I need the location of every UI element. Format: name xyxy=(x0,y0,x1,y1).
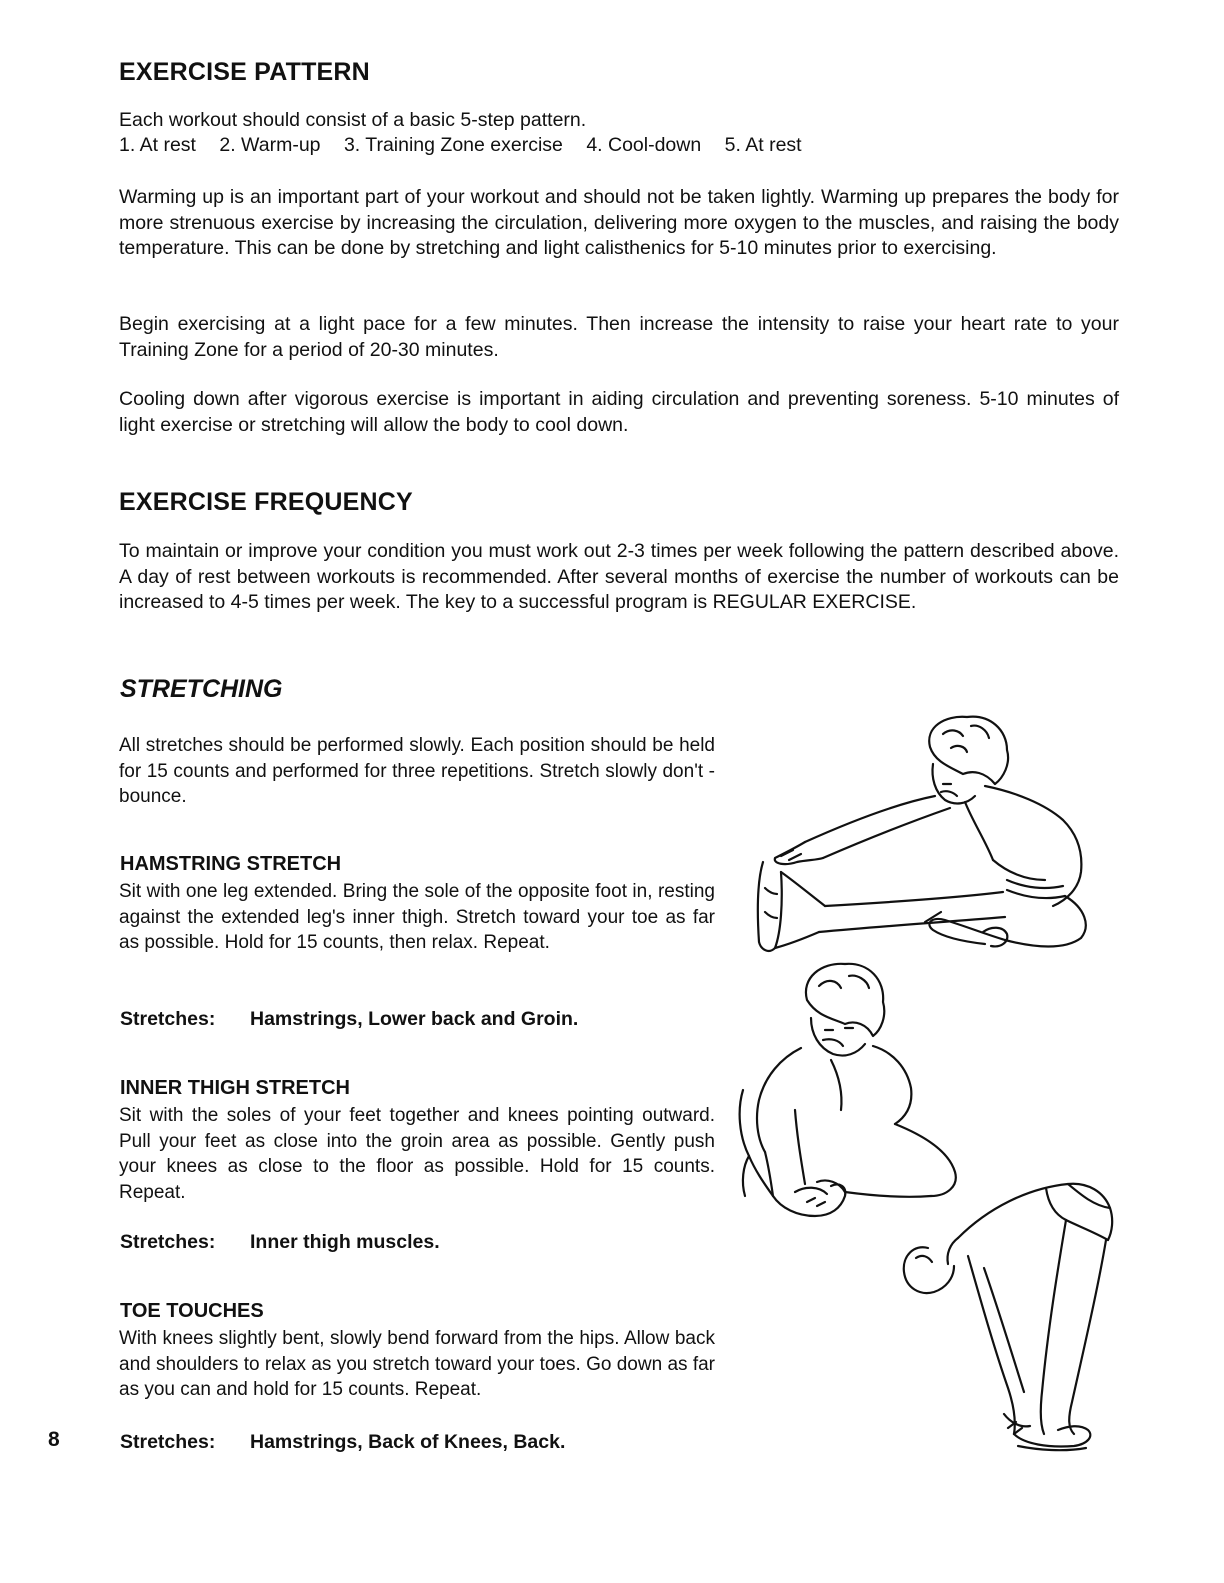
inner-thigh-stretches xyxy=(120,1231,440,1254)
hamstring-targets: Hamstrings, Lower back and Groin. xyxy=(250,1008,579,1030)
exercise-frequency-heading: EXERCISE FREQUENCY xyxy=(119,488,413,516)
inner-thigh-text: Sit with the soles of your feet together and knees pointing outward. Pull your feet as close into the groin area as possible. Gently push your knees as close to the floor as possible. Hold for 15 counts. Repeat. xyxy=(119,1105,715,1203)
hamstring-stretches xyxy=(120,1008,578,1031)
hamstring-text: Sit with one leg extended. Bring the sole of the opposite foot in, resting against the extended leg's inner thigh. Stretch toward your toe as far as possible. Hold for 15 counts, then relax. Repeat. xyxy=(119,881,715,953)
hamstring-title: HAMSTRING STRETCH xyxy=(120,853,342,875)
step-4: 4. Cool-down xyxy=(586,134,702,156)
step-2: 2. Warm-up xyxy=(219,134,321,156)
toe-touches-illustration xyxy=(898,1178,1120,1458)
pattern-intro: Each workout should consist of a basic 5-step pattern. xyxy=(119,109,587,131)
warmup-paragraph: Warming up is an important part of your workout and should not be taken lightly. Warming up prepares the body for more strenuous exercise by increasing the circulation, delivering more oxygen to the muscles, and raising the body temperature. This can be done by stretching and light calisthenics for 5-10 minutes prior to exercising. xyxy=(119,186,1119,259)
exercise-pattern-heading: EXERCISE PATTERN xyxy=(119,58,370,86)
stretches-label: Stretches: xyxy=(120,1231,216,1253)
cooldown-paragraph: Cooling down after vigorous exercise is important in aiding circulation and preventing soreness. 5-10 minutes of light exercise or stretching will allow the body to cool down. xyxy=(119,388,1119,436)
toe-touches-stretches xyxy=(120,1431,565,1454)
frequency-paragraph: To maintain or improve your condition you must work out 2-3 times per week following the pattern described above. A day of rest between workouts is recommended. After several months of exercise the number of workouts can be increased to 4-5 times per week. The key to a successful program is REGULAR EXERCISE. xyxy=(119,540,1119,613)
step-5: 5. At rest xyxy=(724,134,802,156)
stretches-label: Stretches: xyxy=(120,1008,216,1030)
stretching-heading: STRETCHING xyxy=(120,675,283,703)
inner-thigh-title: INNER THIGH STRETCH xyxy=(120,1077,350,1099)
toe-touches-title: TOE TOUCHES xyxy=(120,1300,264,1322)
step-3: 3. Training Zone exercise xyxy=(343,134,563,156)
page-number: 8 xyxy=(48,1428,60,1451)
begin-paragraph: Begin exercising at a light pace for a few minutes. Then increase the intensity to raise your heart rate to your Training Zone for a period of 20-30 minutes. xyxy=(119,313,1119,361)
step-1: 1. At rest xyxy=(119,134,196,156)
inner-thigh-targets: Inner thigh muscles. xyxy=(250,1231,440,1253)
toe-touches-text: With knees slightly bent, slowly bend forward from the hips. Allow back and shoulders to relax as you stretch toward your toes. Go down as far as you can and hold for 15 counts. Repeat. xyxy=(119,1328,715,1400)
toe-touches-targets: Hamstrings, Back of Knees, Back. xyxy=(250,1431,566,1453)
stretches-label: Stretches: xyxy=(120,1431,216,1453)
pattern-steps xyxy=(119,133,820,159)
stretching-intro: All stretches should be performed slowly. Each position should be held for 15 counts and performed for three repetitions. Stretch slowly don't - bounce. xyxy=(119,735,715,807)
hamstring-stretch-illustration xyxy=(745,712,1125,962)
